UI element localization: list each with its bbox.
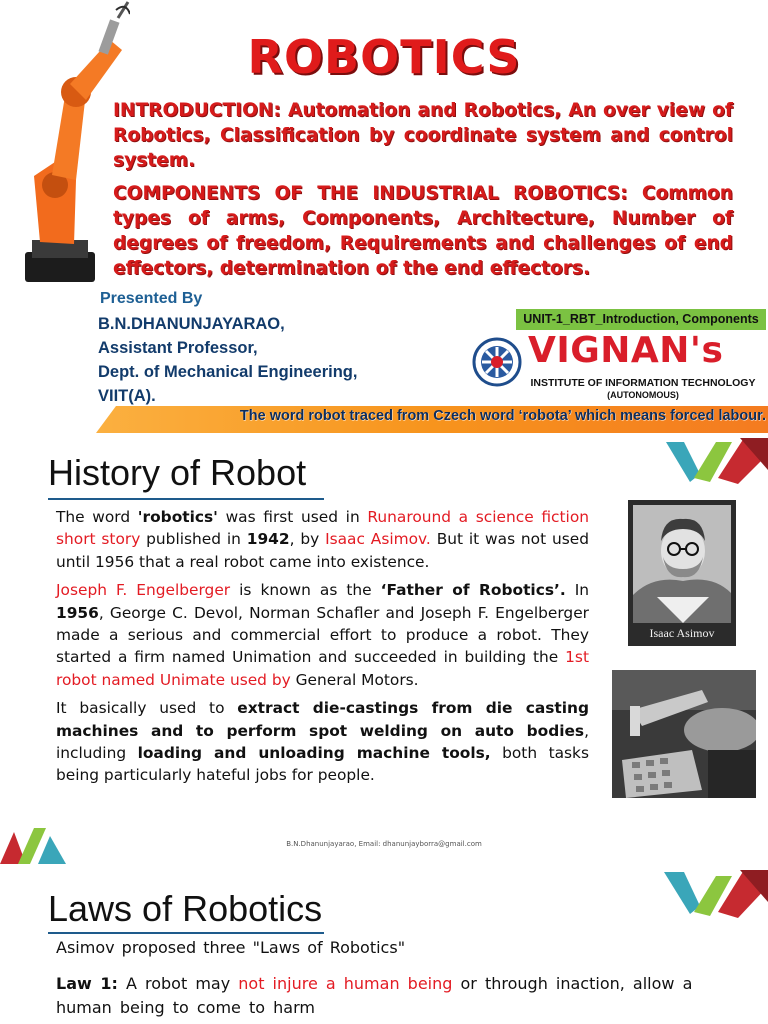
slide-history [0,434,768,866]
presenter-institute: VIIT(A). [98,387,156,405]
slide-main-title: ROBOTICS [247,30,521,84]
title-underline [48,498,324,500]
history-title: History of Robot [48,452,307,493]
presenter-department: Dept. of Mechanical Engineering, [98,363,358,381]
banner-text: The word robot traced from Czech word ‘robota’ which means forced labour. [239,408,766,424]
laws-intro: Asimov proposed three "Laws of Robotics" [56,938,406,957]
introduction-topics: INTRODUCTION: Automation and Robotics, An over view of Robotics, Classification by coordinate system and control system. [113,100,733,171]
history-body [56,506,589,793]
components-topics: COMPONENTS OF THE INDUSTRIAL ROBOTICS: Common types of arms, Components, Architecture, Number of degrees of freedom, Requirements and challenges of end effectors, determination of the end effectors. [113,183,733,279]
presenter-role: Assistant Professor, [98,339,258,357]
vignan-institute-name: INSTITUTE OF INFORMATION TECHNOLOGY [530,377,756,389]
vignan-emblem-icon [472,337,522,387]
slide-laws [0,866,768,1024]
photo-caption: Isaac Asimov [649,626,715,640]
isaac-asimov-photo [628,500,736,646]
chevron-decoration-icon [664,868,768,918]
laws-title: Laws of Robotics [48,888,323,929]
presenter-info [98,312,357,408]
law-1: Law 1: A robot may not injure a human being or through inaction, allow a human being to come to harm [56,974,693,1017]
portrait-image [633,505,731,623]
presented-by-label: Presented By [100,290,203,307]
vignan-logo-text: VIGNAN's [528,330,724,371]
chevron-decoration-icon [666,434,768,484]
presenter-name: B.N.DHANUNJAYARAO, [98,315,285,333]
title-underline [48,932,324,934]
slide-title [0,0,768,434]
vignan-autonomous-label: (AUTONOMOUS) [607,390,679,400]
history-paragraph-1: The word 'robotics' was first used in Runaround a science fiction short story published in 1942, by Isaac Asimov. But it was not used until 1956 that a real robot came into existence. [56,508,589,571]
syllabus-text [113,98,733,289]
chevron-decoration-icon [0,824,66,864]
history-paragraph-3: It basically used to extract die-castings from die casting machines and to perform spot welding on auto bodies, including loading and unloading machine tools, both tasks being particularly hateful jobs for people. [56,699,589,785]
author-email-footer: B.N.Dhanunjayarao, Email: dhanunjayborra@gmail.com [286,840,482,848]
unimate-robot-photo [612,670,756,798]
unit-badge: UNIT-1_RBT_Introduction, Components [516,309,766,330]
history-paragraph-2: Joseph F. Engelberger is known as the ‘Father of Robotics’. In 1956, George C. Devol, Norman Schafler and Joseph F. Engelberger made a serious and commercial effort to produce a robot. They started a firm named Unimation and succeeded in building the 1st robot named Unimate used by General Motors. [56,581,589,689]
